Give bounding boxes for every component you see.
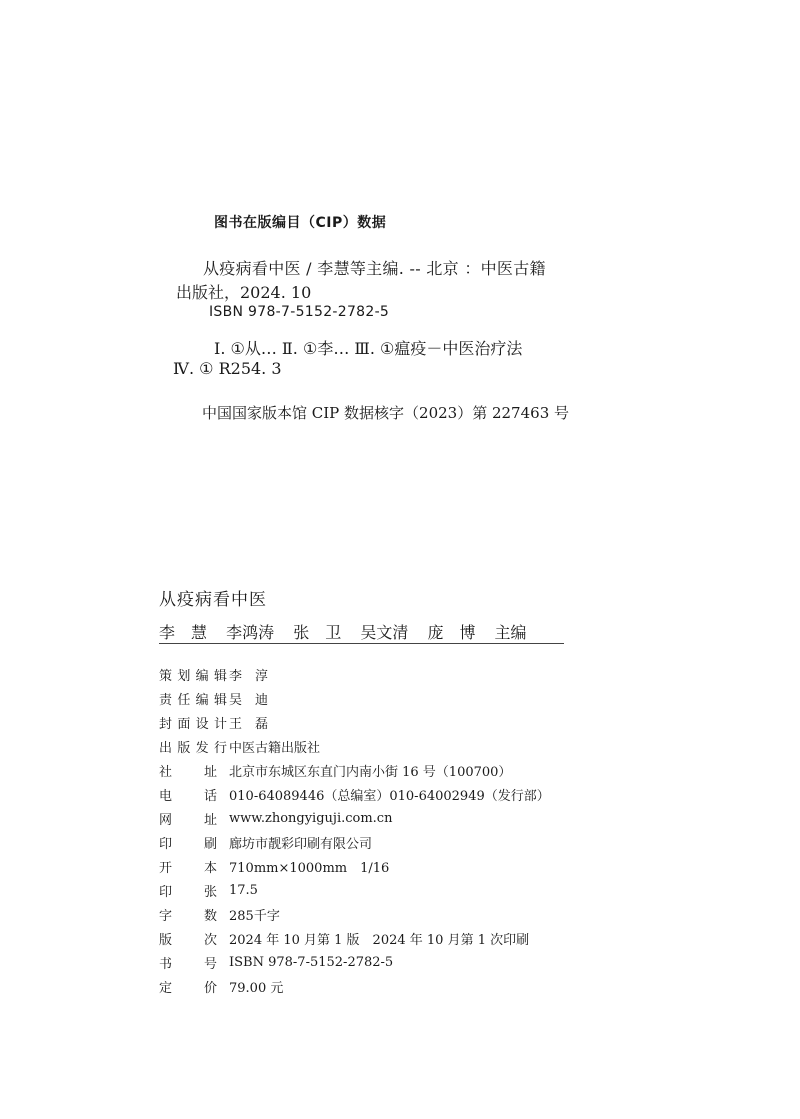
- imprint-value: 李 淳: [229, 668, 269, 684]
- imprint-label-char: 址: [203, 812, 217, 828]
- imprint-label-char: 设: [195, 716, 209, 732]
- imprint-label-char: 印: [159, 884, 173, 900]
- imprint-label-char: 出: [159, 740, 173, 756]
- imprint-label: [159, 857, 229, 876]
- imprint-row: [159, 878, 550, 902]
- imprint-value: 17.5: [229, 882, 258, 898]
- imprint-label-char: 本: [203, 860, 217, 876]
- imprint-value: 010-64089446（总编室）010-64002949（发行部）: [229, 788, 550, 804]
- imprint-label: [159, 809, 229, 828]
- imprint-label-char: 开: [159, 860, 173, 876]
- imprint-row: [159, 806, 550, 830]
- editor-role: 主编: [494, 623, 527, 642]
- imprint-label-char: 电: [159, 788, 173, 804]
- imprint-label-char: 字: [159, 908, 173, 924]
- imprint-label-char: 策: [159, 668, 173, 684]
- imprint-label-char: 行: [213, 740, 227, 756]
- imprint-label-char: 面: [177, 716, 191, 732]
- imprint-label: [159, 953, 229, 972]
- imprint-row: [159, 662, 550, 686]
- imprint-value: 中医古籍出版社: [229, 740, 321, 756]
- imprint-label-char: 编: [195, 668, 209, 684]
- imprint-label: [159, 713, 229, 732]
- imprint-row: [159, 734, 550, 758]
- imprint-label: [159, 665, 229, 684]
- book-title: 从疫病看中医: [159, 590, 267, 610]
- editors-line: [159, 620, 541, 643]
- cip-line-isbn: ISBN 978-7-5152-2782-5: [209, 304, 390, 320]
- cip-heading: 图书在版编目（CIP）数据: [214, 215, 387, 231]
- imprint-label-char: 次: [203, 932, 217, 948]
- imprint-value: 廊坊市靓彩印刷有限公司: [229, 836, 373, 852]
- imprint-row: [159, 950, 550, 974]
- imprint-label-char: 价: [203, 980, 217, 996]
- title-divider: [159, 643, 564, 644]
- imprint-row: [159, 902, 550, 926]
- imprint-value: 79.00 元: [229, 980, 284, 996]
- imprint-value: 2024 年 10 月第 1 版 2024 年 10 月第 1 次印刷: [229, 932, 530, 948]
- imprint-label-char: 计: [213, 716, 227, 732]
- cip-line-record-number: 中国国家版本馆 CIP 数据核字（2023）第 227463 号: [202, 404, 570, 422]
- imprint-row: [159, 710, 550, 734]
- imprint-label-char: 任: [177, 692, 191, 708]
- editor-name: 庞 博: [427, 623, 476, 642]
- imprint-row: [159, 758, 550, 782]
- imprint-label-char: 发: [195, 740, 209, 756]
- imprint-row: [159, 926, 550, 950]
- imprint-label-char: 辑: [213, 668, 227, 684]
- imprint-label: [159, 833, 229, 852]
- imprint-label-char: 社: [159, 764, 173, 780]
- imprint-label-char: 印: [159, 836, 173, 852]
- editor-name: 张 卫: [293, 623, 342, 642]
- imprint-label-char: 址: [203, 764, 217, 780]
- imprint-label: [159, 689, 229, 708]
- imprint-row: [159, 854, 550, 878]
- imprint-label: [159, 929, 229, 948]
- imprint-value: www.zhongyiguji.com.cn: [229, 810, 393, 826]
- imprint-row: [159, 830, 550, 854]
- imprint-label-char: 编: [195, 692, 209, 708]
- editor-name: 李鸿涛: [226, 623, 275, 642]
- imprint-value: 吴 迪: [229, 692, 269, 708]
- cip-line-classification: Ⅳ. ① R254. 3: [173, 359, 282, 378]
- imprint-label-char: 刷: [203, 836, 217, 852]
- imprint-label-char: 划: [177, 668, 191, 684]
- imprint-row: [159, 974, 550, 998]
- cip-line-title: 从疫病看中医 / 李慧等主编. -- 北京 ：中医古籍: [203, 259, 546, 278]
- editor-name: 吴文清: [360, 623, 409, 642]
- imprint-label-char: 责: [159, 692, 173, 708]
- imprint-label-char: 辑: [213, 692, 227, 708]
- imprint-label: [159, 785, 229, 804]
- imprint-row: [159, 686, 550, 710]
- cip-line-publisher: 出版社，2024. 10: [176, 283, 312, 302]
- imprint-label-char: 话: [203, 788, 217, 804]
- imprint-label: [159, 737, 229, 756]
- imprint-label-char: 版: [177, 740, 191, 756]
- imprint-label-char: 书: [159, 956, 173, 972]
- imprint-label: [159, 905, 229, 924]
- imprint-value: 北京市东城区东直门内南小街 16 号（100700）: [229, 764, 512, 780]
- imprint-label-char: 封: [159, 716, 173, 732]
- imprint-label: [159, 977, 229, 996]
- imprint-label-char: 定: [159, 980, 173, 996]
- imprint-label-char: 张: [203, 884, 217, 900]
- cip-line-index: Ⅰ. ①从… Ⅱ. ①李… Ⅲ. ①瘟疫－中医治疗法: [214, 339, 523, 358]
- imprint-value: 285千字: [229, 908, 280, 924]
- imprint-label: [159, 881, 229, 900]
- imprint-label-char: 版: [159, 932, 173, 948]
- imprint-label: [159, 761, 229, 780]
- editor-name: 李 慧: [159, 623, 208, 642]
- imprint-table: [159, 662, 550, 998]
- imprint-value: ISBN 978-7-5152-2782-5: [229, 954, 394, 970]
- imprint-value: 710mm×1000mm 1/16: [229, 860, 390, 876]
- imprint-row: [159, 782, 550, 806]
- imprint-label-char: 网: [159, 812, 173, 828]
- imprint-value: 王 磊: [229, 716, 269, 732]
- imprint-label-char: 号: [203, 956, 217, 972]
- imprint-label-char: 数: [203, 908, 217, 924]
